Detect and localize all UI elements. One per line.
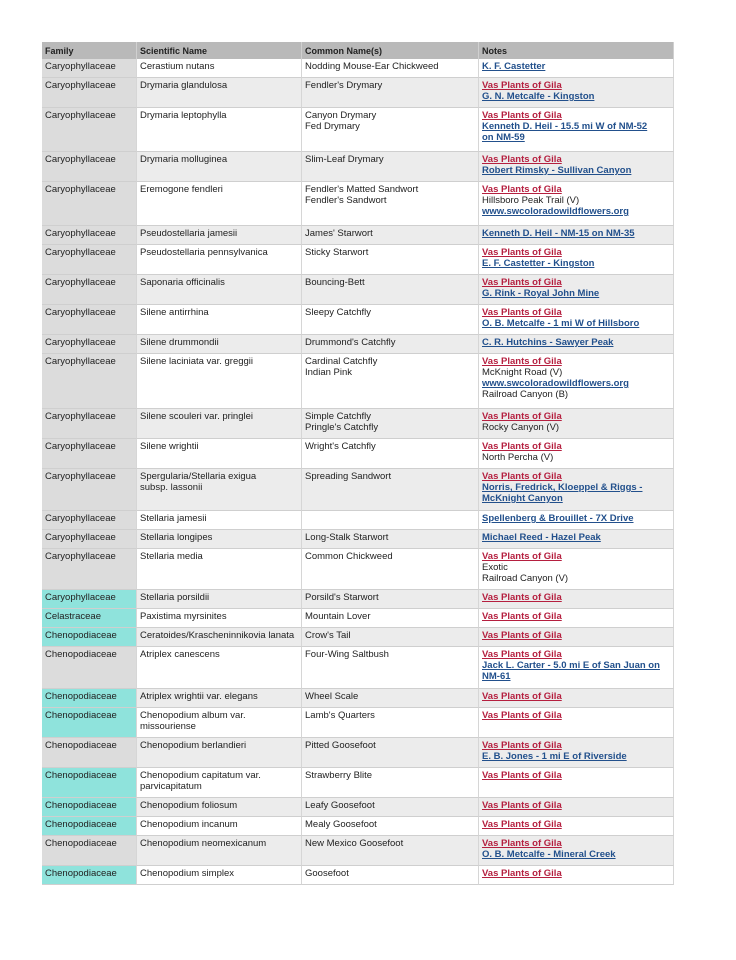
table-row xyxy=(42,354,674,409)
table-row xyxy=(42,511,674,530)
table-row xyxy=(42,152,674,182)
common-name-cell xyxy=(302,628,479,647)
note-text: Railroad Canyon (B) xyxy=(482,389,569,400)
common-name-cell xyxy=(302,530,479,549)
scientific-name-cell xyxy=(137,647,302,689)
family-cell: Caryophyllaceae xyxy=(42,59,137,78)
notes-cell xyxy=(479,647,674,689)
family-cell: Caryophyllaceae xyxy=(42,226,137,245)
notes-cell xyxy=(479,409,674,439)
family-cell: Chenopodiaceae xyxy=(42,768,137,798)
notes-cell xyxy=(479,590,674,609)
common-name-cell-line: Four-Wing Saltbush xyxy=(305,649,389,660)
scientific-name-cell-line: Silene antirrhina xyxy=(140,307,209,318)
family-cell: Chenopodiaceae xyxy=(42,798,137,817)
notes-cell xyxy=(479,738,674,768)
common-name-cell-line: Common Chickweed xyxy=(305,551,393,562)
scientific-name-cell-line: Paxistima myrsinites xyxy=(140,611,227,622)
scientific-name-cell xyxy=(137,628,302,647)
note-link[interactable]: Vas Plants of Gila xyxy=(482,800,562,811)
scientific-name-cell xyxy=(137,817,302,836)
header-common-names: Common Name(s) xyxy=(302,42,479,59)
header-scientific-name: Scientific Name xyxy=(137,42,302,59)
family-cell: Chenopodiaceae xyxy=(42,689,137,708)
common-name-cell-line: New Mexico Goosefoot xyxy=(305,838,404,849)
scientific-name-cell xyxy=(137,768,302,798)
family-cell: Caryophyllaceae xyxy=(42,335,137,354)
common-name-cell xyxy=(302,226,479,245)
table-row xyxy=(42,275,674,305)
scientific-name-cell xyxy=(137,354,302,409)
note-link[interactable]: Vas Plants of Gila xyxy=(482,740,562,751)
common-name-cell-line: Strawberry Blite xyxy=(305,770,373,781)
scientific-name-cell-line: Chenopodium foliosum xyxy=(140,800,238,811)
common-name-cell-line: Long-Stalk Starwort xyxy=(305,532,389,543)
common-name-cell xyxy=(302,549,479,590)
scientific-name-cell-line: Saponaria officinalis xyxy=(140,277,225,288)
note-link[interactable]: Vas Plants of Gila xyxy=(482,819,562,830)
notes-cell xyxy=(479,335,674,354)
common-name-cell-line: Spreading Sandwort xyxy=(305,471,392,482)
common-name-cell xyxy=(302,609,479,628)
note-link[interactable]: E. B. Jones - 1 mi E of Riverside xyxy=(482,751,627,762)
note-link[interactable]: O. B. Metcalfe - 1 mi W of Hillsboro xyxy=(482,318,640,329)
note-link[interactable]: Vas Plants of Gila xyxy=(482,307,562,318)
scientific-name-cell-line: Atriplex wrightii var. elegans xyxy=(140,691,258,702)
note-link[interactable]: E. F. Castetter - Kingston xyxy=(482,258,595,269)
scientific-name-cell-line: Chenopodium capitatum var. xyxy=(140,770,261,781)
scientific-name-cell xyxy=(137,245,302,275)
table-row xyxy=(42,108,674,152)
family-cell: Chenopodiaceae xyxy=(42,628,137,647)
note-link[interactable]: Norris, Fredrick, Kloeppel & Riggs - xyxy=(482,482,643,493)
common-name-cell-line: Simple Catchfly xyxy=(305,411,371,422)
common-name-cell-line: Cardinal Catchfly xyxy=(305,356,378,367)
scientific-name-cell xyxy=(137,511,302,530)
note-link[interactable]: Jack L. Carter - 5.0 mi E of San Juan on xyxy=(482,660,660,671)
table-row xyxy=(42,409,674,439)
note-link[interactable]: Vas Plants of Gila xyxy=(482,592,562,603)
common-name-cell-line: Slim-Leaf Drymary xyxy=(305,154,384,165)
notes-cell xyxy=(479,59,674,78)
table-row xyxy=(42,78,674,108)
family-cell: Caryophyllaceae xyxy=(42,469,137,511)
note-link[interactable]: Vas Plants of Gila xyxy=(482,247,562,258)
common-name-cell xyxy=(302,689,479,708)
common-name-cell xyxy=(302,335,479,354)
table-row xyxy=(42,817,674,836)
common-name-cell-line: Lamb's Quarters xyxy=(305,710,375,721)
common-name-cell-line: Pitted Goosefoot xyxy=(305,740,376,751)
notes-cell xyxy=(479,439,674,469)
common-name-cell xyxy=(302,245,479,275)
note-link[interactable]: Vas Plants of Gila xyxy=(482,630,562,641)
note-link[interactable]: on NM-59 xyxy=(482,132,525,143)
scientific-name-cell xyxy=(137,708,302,738)
scientific-name-cell xyxy=(137,549,302,590)
header-row xyxy=(42,42,674,59)
common-name-cell xyxy=(302,836,479,866)
notes-cell xyxy=(479,866,674,885)
note-link[interactable]: McKnight Canyon xyxy=(482,493,563,504)
notes-cell xyxy=(479,817,674,836)
family-cell: Caryophyllaceae xyxy=(42,590,137,609)
table-row xyxy=(42,469,674,511)
family-cell: Chenopodiaceae xyxy=(42,866,137,885)
scientific-name-cell-line: Eremogone fendleri xyxy=(140,184,223,195)
common-name-cell-line: Canyon Drymary xyxy=(305,110,377,121)
table-row xyxy=(42,530,674,549)
scientific-name-cell-line: Ceratoides/Krascheninnikovia lanata xyxy=(140,630,295,641)
table-row xyxy=(42,689,674,708)
scientific-name-cell xyxy=(137,335,302,354)
notes-cell xyxy=(479,689,674,708)
table-row xyxy=(42,866,674,885)
common-name-cell xyxy=(302,469,479,511)
note-link[interactable]: G. Rink - Royal John Mine xyxy=(482,288,600,299)
note-link[interactable]: Vas Plants of Gila xyxy=(482,110,562,121)
note-link[interactable]: Michael Reed - Hazel Peak xyxy=(482,532,601,543)
common-name-cell xyxy=(302,738,479,768)
family-cell: Chenopodiaceae xyxy=(42,647,137,689)
notes-cell xyxy=(479,708,674,738)
common-name-cell xyxy=(302,409,479,439)
note-link[interactable]: C. R. Hutchins - Sawyer Peak xyxy=(482,337,614,348)
family-cell: Caryophyllaceae xyxy=(42,78,137,108)
scientific-name-cell xyxy=(137,182,302,226)
notes-cell xyxy=(479,549,674,590)
scientific-name-cell-line: Atriplex canescens xyxy=(140,649,220,660)
notes-cell xyxy=(479,530,674,549)
scientific-name-cell xyxy=(137,108,302,152)
scientific-name-cell-line: parvicapitatum xyxy=(140,781,202,792)
common-name-cell-line: Nodding Mouse-Ear Chickweed xyxy=(305,61,439,72)
common-name-cell xyxy=(302,439,479,469)
notes-cell xyxy=(479,78,674,108)
family-cell: Caryophyllaceae xyxy=(42,182,137,226)
table-row xyxy=(42,708,674,738)
family-cell: Caryophyllaceae xyxy=(42,108,137,152)
scientific-name-cell-line: Pseudostellaria pennsylvanica xyxy=(140,247,268,258)
scientific-name-cell-line: Pseudostellaria jamesii xyxy=(140,228,238,239)
common-name-cell-line: Mealy Goosefoot xyxy=(305,819,377,830)
table-row xyxy=(42,439,674,469)
common-name-cell-line: Porsild's Starwort xyxy=(305,592,379,603)
common-name-cell xyxy=(302,768,479,798)
common-name-cell xyxy=(302,108,479,152)
common-name-cell-line: Mountain Lover xyxy=(305,611,371,622)
family-cell: Caryophyllaceae xyxy=(42,354,137,409)
scientific-name-cell-line: Drymaria leptophylla xyxy=(140,110,227,121)
scientific-name-cell xyxy=(137,409,302,439)
note-link[interactable]: K. F. Castetter xyxy=(482,61,546,72)
note-link[interactable]: Robert Rimsky - Sullivan Canyon xyxy=(482,165,632,176)
scientific-name-cell-line: Stellaria jamesii xyxy=(140,513,207,524)
common-name-cell xyxy=(302,866,479,885)
note-link[interactable]: www.swcoloradowildflowers.org xyxy=(482,378,629,389)
note-link[interactable]: Vas Plants of Gila xyxy=(482,80,562,91)
note-link[interactable]: Vas Plants of Gila xyxy=(482,649,562,660)
notes-cell xyxy=(479,768,674,798)
common-name-cell-line: Sleepy Catchfly xyxy=(305,307,372,318)
table-row xyxy=(42,590,674,609)
scientific-name-cell-line: Chenopodium simplex xyxy=(140,868,234,879)
common-name-cell-line: Crow's Tail xyxy=(305,630,351,641)
note-link[interactable]: Vas Plants of Gila xyxy=(482,611,562,622)
scientific-name-cell-line: Drymaria glandulosa xyxy=(140,80,228,91)
notes-cell xyxy=(479,226,674,245)
common-name-cell xyxy=(302,78,479,108)
common-name-cell xyxy=(302,590,479,609)
table-row xyxy=(42,226,674,245)
note-link[interactable]: www.swcoloradowildflowers.org xyxy=(482,206,629,217)
notes-cell xyxy=(479,836,674,866)
common-name-cell xyxy=(302,798,479,817)
family-cell: Caryophyllaceae xyxy=(42,152,137,182)
note-link[interactable]: Vas Plants of Gila xyxy=(482,411,562,422)
family-cell: Caryophyllaceae xyxy=(42,549,137,590)
table-body xyxy=(42,59,674,885)
family-cell: Chenopodiaceae xyxy=(42,836,137,866)
family-cell: Caryophyllaceae xyxy=(42,305,137,335)
header-family: Family xyxy=(42,42,137,59)
common-name-cell xyxy=(302,354,479,409)
notes-cell xyxy=(479,305,674,335)
scientific-name-cell-line: Silene wrightii xyxy=(140,441,199,452)
scientific-name-cell-line: Chenopodium album var. xyxy=(140,710,246,721)
scientific-name-cell xyxy=(137,836,302,866)
scientific-name-cell-line: Chenopodium berlandieri xyxy=(140,740,247,751)
scientific-name-cell-line: Stellaria media xyxy=(140,551,203,562)
note-link[interactable]: Vas Plants of Gila xyxy=(482,710,562,721)
plant-table xyxy=(42,42,674,885)
scientific-name-cell xyxy=(137,866,302,885)
notes-cell xyxy=(479,609,674,628)
note-link[interactable]: Vas Plants of Gila xyxy=(482,154,562,165)
notes-cell xyxy=(479,354,674,409)
notes-cell xyxy=(479,245,674,275)
scientific-name-cell xyxy=(137,469,302,511)
scientific-name-cell xyxy=(137,305,302,335)
family-cell: Chenopodiaceae xyxy=(42,817,137,836)
table-row xyxy=(42,335,674,354)
scientific-name-cell-line: subsp. lassonii xyxy=(140,482,203,493)
table-row xyxy=(42,836,674,866)
note-link[interactable]: Kenneth D. Heil - NM-15 on NM-35 xyxy=(482,228,635,239)
note-text: Railroad Canyon (V) xyxy=(482,573,569,584)
note-text: North Percha (V) xyxy=(482,452,554,463)
scientific-name-cell xyxy=(137,689,302,708)
note-link[interactable]: Vas Plants of Gila xyxy=(482,441,562,452)
note-link[interactable]: Kenneth D. Heil - 15.5 mi W of NM-52 xyxy=(482,121,648,132)
common-name-cell-line: Bouncing-Bett xyxy=(305,277,365,288)
note-link[interactable]: Vas Plants of Gila xyxy=(482,691,562,702)
common-name-cell-line: James' Starwort xyxy=(305,228,373,239)
common-name-cell-line: Fendler's Sandwort xyxy=(305,195,387,206)
note-link[interactable]: NM-61 xyxy=(482,671,511,682)
table-row xyxy=(42,768,674,798)
scientific-name-cell-line: Silene laciniata var. greggii xyxy=(140,356,254,367)
scientific-name-cell xyxy=(137,226,302,245)
note-text: Exotic xyxy=(482,562,508,573)
table-row xyxy=(42,647,674,689)
common-name-cell-line: Wright's Catchfly xyxy=(305,441,376,452)
common-name-cell-line: Goosefoot xyxy=(305,868,349,879)
table-row xyxy=(42,738,674,768)
common-name-cell xyxy=(302,647,479,689)
note-link[interactable]: G. N. Metcalfe - Kingston xyxy=(482,91,595,102)
family-cell: Chenopodiaceae xyxy=(42,708,137,738)
scientific-name-cell-line: Stellaria longipes xyxy=(140,532,213,543)
scientific-name-cell xyxy=(137,152,302,182)
scientific-name-cell xyxy=(137,738,302,768)
common-name-cell xyxy=(302,511,479,530)
table-row xyxy=(42,609,674,628)
scientific-name-cell xyxy=(137,798,302,817)
note-link[interactable]: Vas Plants of Gila xyxy=(482,471,562,482)
scientific-name-cell xyxy=(137,275,302,305)
note-link[interactable]: Vas Plants of Gila xyxy=(482,184,562,195)
notes-cell xyxy=(479,469,674,511)
note-link[interactable]: Vas Plants of Gila xyxy=(482,277,562,288)
scientific-name-cell-line: Drymaria molluginea xyxy=(140,154,228,165)
header-notes: Notes xyxy=(479,42,674,59)
note-link[interactable]: Vas Plants of Gila xyxy=(482,868,562,879)
family-cell: Caryophyllaceae xyxy=(42,511,137,530)
scientific-name-cell xyxy=(137,609,302,628)
family-cell: Caryophyllaceae xyxy=(42,439,137,469)
notes-cell xyxy=(479,511,674,530)
common-name-cell-line: Wheel Scale xyxy=(305,691,359,702)
table-row xyxy=(42,798,674,817)
table-row xyxy=(42,305,674,335)
scientific-name-cell-line: Cerastium nutans xyxy=(140,61,215,72)
common-name-cell-line: Drummond's Catchfly xyxy=(305,337,396,348)
common-name-cell-line: Fendler's Drymary xyxy=(305,80,383,91)
note-text: Hillsboro Peak Trail (V) xyxy=(482,195,580,206)
common-name-cell xyxy=(302,817,479,836)
table-row xyxy=(42,182,674,226)
family-cell: Caryophyllaceae xyxy=(42,530,137,549)
common-name-cell xyxy=(302,152,479,182)
scientific-name-cell-line: Silene scouleri var. pringlei xyxy=(140,411,254,422)
table-row xyxy=(42,59,674,78)
common-name-cell-line: Leafy Goosefoot xyxy=(305,800,375,811)
note-text: Rocky Canyon (V) xyxy=(482,422,560,433)
scientific-name-cell-line: Spergularia/Stellaria exigua xyxy=(140,471,257,482)
scientific-name-cell xyxy=(137,78,302,108)
scientific-name-cell-line: Silene drummondii xyxy=(140,337,219,348)
family-cell: Chenopodiaceae xyxy=(42,738,137,768)
family-cell: Caryophyllaceae xyxy=(42,245,137,275)
family-cell: Caryophyllaceae xyxy=(42,409,137,439)
scientific-name-cell xyxy=(137,590,302,609)
note-link[interactable]: Vas Plants of Gila xyxy=(482,356,562,367)
common-name-cell-line: Sticky Starwort xyxy=(305,247,369,258)
table-row xyxy=(42,549,674,590)
family-cell: Celastraceae xyxy=(42,609,137,628)
scientific-name-cell-line: Chenopodium incanum xyxy=(140,819,238,830)
common-name-cell-line: Fendler's Matted Sandwort xyxy=(305,184,419,195)
note-link[interactable]: O. B. Metcalfe - Mineral Creek xyxy=(482,849,616,860)
notes-cell xyxy=(479,182,674,226)
note-link[interactable]: Vas Plants of Gila xyxy=(482,770,562,781)
scientific-name-cell xyxy=(137,530,302,549)
notes-cell xyxy=(479,798,674,817)
common-name-cell xyxy=(302,305,479,335)
scientific-name-cell-line: Chenopodium neomexicanum xyxy=(140,838,267,849)
common-name-cell xyxy=(302,708,479,738)
note-link[interactable]: Spellenberg & Brouillet - 7X Drive xyxy=(482,513,634,524)
notes-cell xyxy=(479,152,674,182)
note-text: McKnight Road (V) xyxy=(482,367,563,378)
note-link[interactable]: Vas Plants of Gila xyxy=(482,838,562,849)
scientific-name-cell xyxy=(137,59,302,78)
common-name-cell xyxy=(302,182,479,226)
common-name-cell xyxy=(302,59,479,78)
table-row xyxy=(42,245,674,275)
notes-cell xyxy=(479,108,674,152)
note-link[interactable]: Vas Plants of Gila xyxy=(482,551,562,562)
family-cell: Caryophyllaceae xyxy=(42,275,137,305)
scientific-name-cell-line: missouriense xyxy=(140,721,196,732)
common-name-cell xyxy=(302,275,479,305)
common-name-cell-line: Pringle's Catchfly xyxy=(305,422,379,433)
scientific-name-cell-line: Stellaria porsildii xyxy=(140,592,210,603)
common-name-cell-line: Fed Drymary xyxy=(305,121,360,132)
table-row xyxy=(42,628,674,647)
scientific-name-cell xyxy=(137,439,302,469)
notes-cell xyxy=(479,275,674,305)
notes-cell xyxy=(479,628,674,647)
common-name-cell-line: Indian Pink xyxy=(305,367,353,378)
